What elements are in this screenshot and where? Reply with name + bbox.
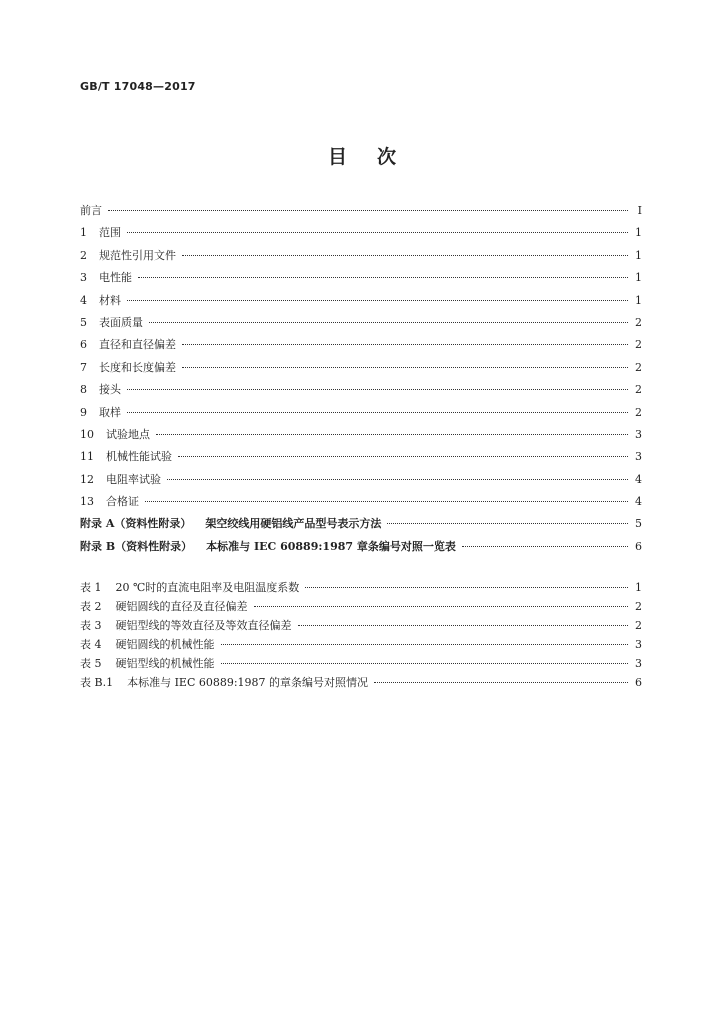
entry-number: 13 bbox=[80, 495, 94, 509]
entry-page-number: 2 bbox=[635, 405, 642, 419]
dot-leader bbox=[182, 367, 628, 368]
entry-title: 本标准与 IEC 60889:1987 章条编号对照一览表 bbox=[206, 539, 456, 553]
dot-leader bbox=[127, 389, 628, 390]
entry-title: 电性能 bbox=[99, 271, 132, 285]
toc-entry bbox=[80, 290, 642, 312]
entry-title: 本标准与 IEC 60889:1987 的章条编号对照情况 bbox=[127, 676, 369, 689]
entry-page-number: 2 bbox=[635, 383, 642, 397]
entry-title: 硬铝型线的等效直径及等效直径偏差 bbox=[115, 619, 292, 632]
entry-title: 硬铝圆线的直径及直径偏差 bbox=[115, 600, 248, 613]
dot-leader bbox=[149, 322, 628, 323]
entry-title: 前言 bbox=[80, 204, 102, 217]
entry-page-number: 5 bbox=[635, 517, 642, 531]
entry-title: 规范性引用文件 bbox=[99, 248, 176, 262]
entry-number: 11 bbox=[80, 450, 94, 464]
entry-number: 表 5 bbox=[80, 657, 102, 670]
entry-number: 表 B.1 bbox=[80, 676, 114, 689]
entry-number: 表 1 bbox=[80, 581, 102, 594]
entry-number: 7 bbox=[80, 360, 87, 374]
entry-page-number: 1 bbox=[635, 271, 642, 285]
toc-entry bbox=[80, 357, 642, 379]
entry-number: 4 bbox=[80, 293, 87, 307]
entry-title: 范围 bbox=[99, 226, 121, 240]
dot-leader bbox=[145, 501, 628, 502]
toc-entry bbox=[80, 334, 642, 356]
page-title: 目次 bbox=[327, 146, 426, 168]
dot-leader bbox=[127, 232, 628, 233]
dot-leader bbox=[108, 210, 628, 211]
entry-title: 表面质量 bbox=[99, 315, 143, 329]
entry-title: 合格证 bbox=[106, 495, 139, 509]
entry-number: 附录 B（资料性附录） bbox=[80, 539, 193, 553]
dot-leader bbox=[182, 344, 628, 345]
entry-title: 取样 bbox=[99, 405, 121, 419]
entry-page-number: 2 bbox=[635, 360, 642, 374]
entry-page-number: 2 bbox=[635, 338, 642, 352]
toc-entry bbox=[80, 402, 642, 424]
entry-page-number: 3 bbox=[635, 657, 642, 670]
entry-number: 9 bbox=[80, 405, 87, 419]
entry-page-number: 6 bbox=[635, 676, 642, 689]
entry-title: 长度和长度偏差 bbox=[99, 360, 176, 374]
dot-leader bbox=[374, 682, 628, 683]
dot-leader bbox=[156, 434, 628, 435]
table-list-entry bbox=[80, 635, 642, 654]
toc-entry bbox=[80, 491, 642, 513]
entry-page-number: 1 bbox=[635, 248, 642, 262]
entry-number: 3 bbox=[80, 271, 87, 285]
dot-leader bbox=[138, 277, 628, 278]
entry-page-number: 2 bbox=[635, 315, 642, 329]
entry-page-number: 3 bbox=[635, 427, 642, 441]
entry-page-number: 4 bbox=[635, 472, 642, 486]
entry-page-number: 3 bbox=[635, 638, 642, 651]
toc-entry bbox=[80, 513, 642, 535]
dot-leader bbox=[462, 546, 628, 547]
entry-number: 表 3 bbox=[80, 619, 102, 632]
entry-number: 12 bbox=[80, 472, 94, 486]
dot-leader bbox=[127, 412, 628, 413]
entry-number: 2 bbox=[80, 248, 87, 262]
table-list-entry bbox=[80, 578, 642, 597]
entry-page-number: 6 bbox=[635, 539, 642, 553]
entry-page-number: 1 bbox=[635, 293, 642, 307]
entry-title: 硬铝型线的机械性能 bbox=[115, 657, 215, 670]
entry-page-number: 4 bbox=[635, 495, 642, 509]
dot-leader bbox=[127, 300, 628, 301]
toc-entry bbox=[80, 245, 642, 267]
entry-page-number: 2 bbox=[635, 619, 642, 632]
table-list-entry bbox=[80, 597, 642, 616]
entry-title: 材料 bbox=[99, 293, 121, 307]
table-list-entry bbox=[80, 673, 642, 692]
table-list-entry bbox=[80, 654, 642, 673]
toc-entry bbox=[80, 446, 642, 468]
entry-number: 5 bbox=[80, 315, 87, 329]
list-of-tables bbox=[80, 578, 642, 692]
entry-page-number: 3 bbox=[635, 450, 642, 464]
toc-entry bbox=[80, 424, 642, 446]
entry-number: 表 2 bbox=[80, 600, 102, 613]
entry-page-number: 1 bbox=[635, 581, 642, 594]
dot-leader bbox=[221, 663, 629, 664]
toc-entry bbox=[80, 379, 642, 401]
entry-number: 10 bbox=[80, 427, 94, 441]
dot-leader bbox=[167, 479, 628, 480]
entry-title: 架空绞线用硬铝线产品型号表示方法 bbox=[205, 517, 382, 531]
entry-number: 附录 A（资料性附录） bbox=[80, 517, 192, 531]
dot-leader bbox=[178, 456, 628, 457]
entry-number: 6 bbox=[80, 338, 87, 352]
entry-number: 表 4 bbox=[80, 638, 102, 651]
entry-title: 20 ℃时的直流电阻率及电阻温度系数 bbox=[115, 581, 300, 594]
standard-code: GB/T 17048—2017 bbox=[80, 80, 196, 93]
toc-entry bbox=[80, 200, 642, 222]
toc-entry bbox=[80, 222, 642, 244]
entry-page-number: Ⅰ bbox=[637, 204, 642, 217]
dot-leader bbox=[305, 587, 628, 588]
entry-page-number: 1 bbox=[635, 226, 642, 240]
dot-leader bbox=[298, 625, 629, 626]
entry-title: 机械性能试验 bbox=[106, 450, 172, 464]
toc-entry bbox=[80, 267, 642, 289]
table-of-contents bbox=[80, 200, 642, 558]
entry-title: 电阻率试验 bbox=[106, 472, 161, 486]
entry-number: 8 bbox=[80, 383, 87, 397]
dot-leader bbox=[254, 606, 629, 607]
entry-title: 直径和直径偏差 bbox=[99, 338, 176, 352]
toc-entry bbox=[80, 536, 642, 558]
entry-title: 试验地点 bbox=[106, 427, 150, 441]
toc-entry bbox=[80, 312, 642, 334]
entry-title: 硬铝圆线的机械性能 bbox=[115, 638, 215, 651]
dot-leader bbox=[387, 523, 628, 524]
entry-page-number: 2 bbox=[635, 600, 642, 613]
table-list-entry bbox=[80, 616, 642, 635]
entry-title: 接头 bbox=[99, 383, 121, 397]
toc-entry bbox=[80, 469, 642, 491]
dot-leader bbox=[182, 255, 628, 256]
entry-number: 1 bbox=[80, 226, 87, 240]
dot-leader bbox=[221, 644, 629, 645]
